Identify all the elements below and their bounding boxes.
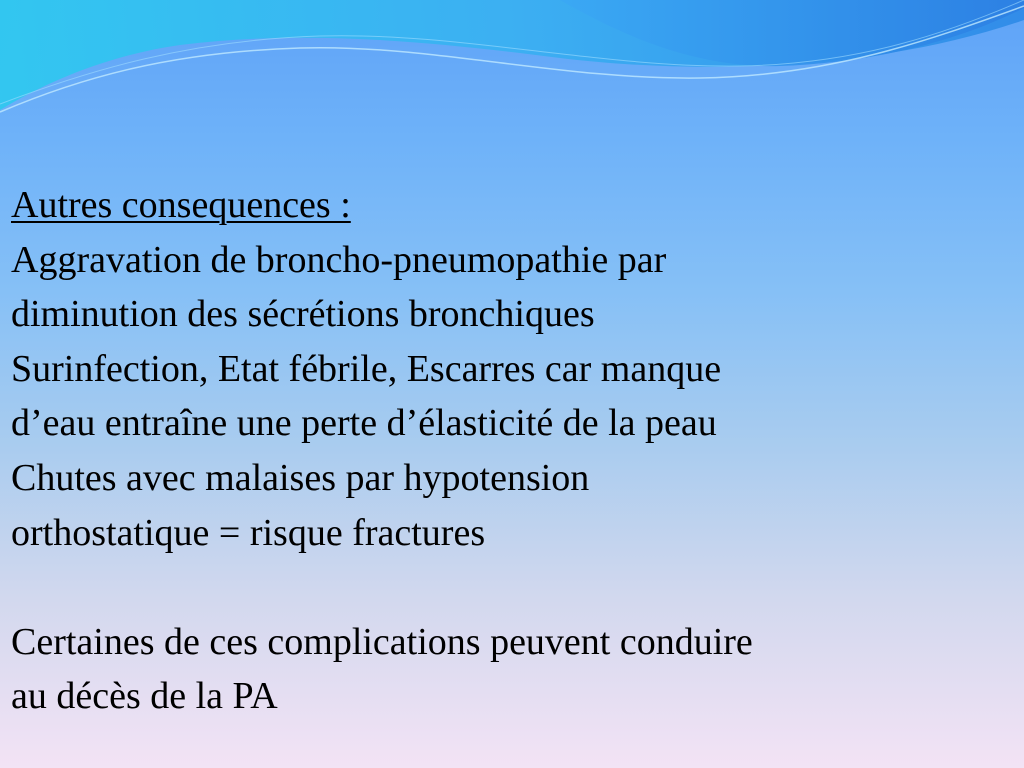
body-line: Chutes avec malaises par hypotension <box>11 456 590 499</box>
body-line: Surinfection, Etat fébrile, Escarres car manque <box>11 347 722 390</box>
slide-heading: Autres consequences : <box>11 184 351 226</box>
conclusion-line: au décès de la PA <box>11 675 278 718</box>
body-line: Aggravation de broncho-pneumopathie par <box>11 238 667 281</box>
body-line: orthostatique = risque fractures <box>11 511 486 554</box>
conclusion-line: Certaines de ces complications peuvent conduire <box>11 620 753 663</box>
paragraph-spacer <box>11 560 1011 615</box>
slide-body <box>11 178 1011 724</box>
decorative-wave-header <box>0 0 1024 160</box>
body-line: diminution des sécrétions bronchiques <box>11 293 595 336</box>
body-line: d’eau entraîne une perte d’élasticité de la peau <box>11 402 717 445</box>
